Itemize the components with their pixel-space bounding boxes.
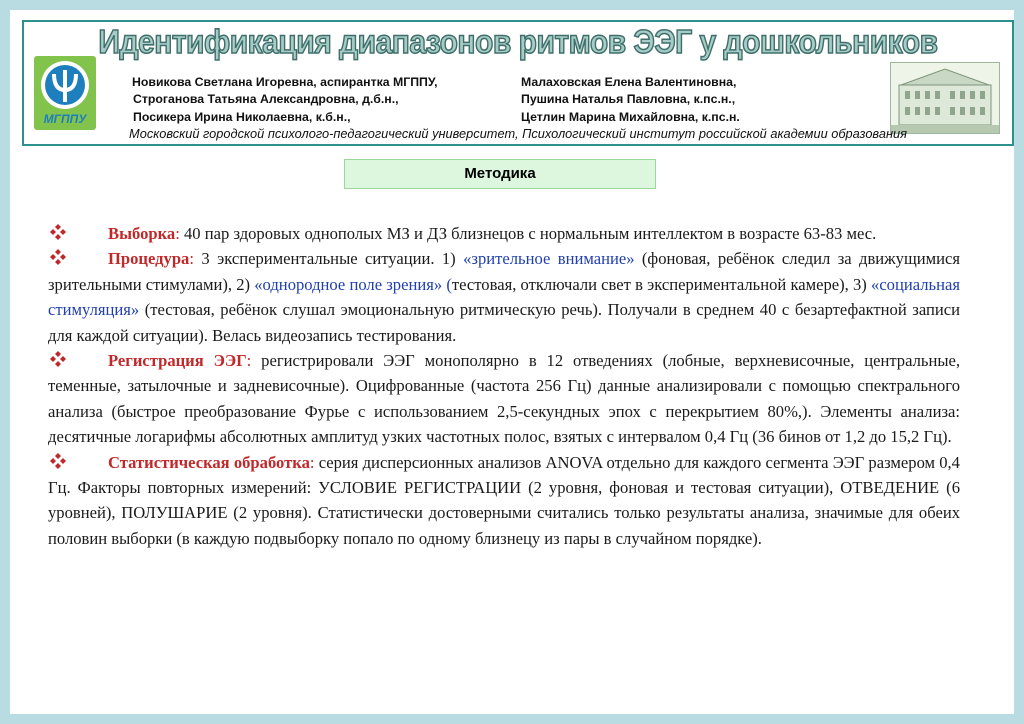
condition-uniform-field: «однородное поле зрения» ( (254, 274, 452, 294)
author-line: Посикера Ирина Николаевна, к.б.н., (133, 109, 351, 124)
section-title: Методика (344, 159, 656, 189)
label-colon: : (246, 351, 252, 371)
paragraph-text: тестовая, отключали свет в экспериментальной камере), 3) (451, 274, 872, 294)
author-line: Пушина Наталья Павловна, к.пс.н., (521, 92, 736, 107)
author-line: Новикова Светлана Игоревна, аспирантка МГППУ, (132, 75, 438, 89)
methods-body (48, 221, 960, 551)
paragraph-procedure (48, 246, 960, 348)
paragraph-text: (фоновая, ребёнок следил за движущимися зрительными стимулами), 2) (48, 249, 960, 294)
paragraph-text: регистрировали ЭЭГ монополярно в 12 отведениях (лобные, верхневисочные, центральные, теменные, затылочные и задневисочные). Оцифрованные (частота 256 Гц) данные анализировали с помощью спектрального анализа (быстрое преобразование Фурье с использованием 2,5-секундных эпох с перекрытием 80%,). Элементы анализа: десятичные логарифмы абсолютных амплитуд узких частотных полос, взятых с интервалом 0,4 Гц (36 бинов от 1,2 до 15,2 Гц). (48, 351, 961, 447)
diamond-bullet-icon (50, 224, 66, 240)
header-panel (22, 20, 1014, 146)
author-line: Малаховская Елена Валентиновна, (521, 75, 737, 89)
university-building-icon (890, 62, 1000, 134)
label-colon: : (175, 224, 180, 243)
paragraph-registration (48, 348, 960, 450)
paragraph-label: Процедура (108, 249, 190, 269)
logo-text: МГППУ (43, 112, 87, 126)
diamond-bullet-icon (50, 249, 66, 265)
page-title: Идентификация диапазонов ритмов ЭЭГ у дошкольников (98, 24, 938, 61)
paragraph-sample (48, 221, 960, 246)
author-line: Цетлин Марина Михайловна, к.пс.н. (521, 109, 740, 124)
paragraph-text: (тестовая, ребёнок слушал эмоциональную ритмическую речь). Получали в среднем 40 с безартефактной записи для каждой ситуации). Велась видеозапись тестирования. (48, 300, 960, 345)
author-line: Строганова Татьяна Александровна, д.б.н., (133, 92, 399, 107)
diamond-bullet-icon (50, 453, 66, 469)
label-colon: : (309, 452, 315, 472)
authors-right (521, 74, 740, 126)
mgppu-logo-icon (34, 56, 96, 130)
university-line: Московский городской психолого-педагогический университет, Психологический институт российской академии образования (129, 126, 907, 141)
condition-social-stimulation: «социальная стимуляция» (48, 274, 960, 320)
paragraph-label: Выборка (108, 224, 176, 243)
diamond-bullet-icon (50, 351, 66, 367)
slide (10, 10, 1014, 714)
paragraph-text: серия дисперсионных анализов ANOVA отдельно для каждого сегмента ЭЭГ размером 0,4 Гц. Факторы повторных измерений: УСЛОВИЕ РЕГИСТРАЦИИ (2 уровня, фоновая и тестовая ситуации), ОТВЕДЕНИЕ (6 уровней), ПОЛУШАРИЕ (2 уровня). Статистически достоверными считались только результаты анализа, значимые для обеих половин выборки (в каждую подвыборку попало по одному близнецу из пары в случайном порядке). (48, 452, 960, 548)
authors-left (132, 74, 438, 126)
condition-visual-attention: «зрительное внимание» (463, 249, 635, 269)
paragraph-text: 40 пар здоровых однополых МЗ и ДЗ близнецов с нормальным интеллектом в возрасте 63-83 мес. (179, 224, 877, 243)
paragraph-label: Статистическая обработка (108, 452, 310, 472)
paragraph-statistics (48, 450, 960, 552)
paragraph-text: 3 экспериментальные ситуации. 1) (193, 249, 464, 269)
paragraph-label: Регистрация ЭЭГ (108, 351, 247, 371)
label-colon: : (189, 249, 194, 269)
